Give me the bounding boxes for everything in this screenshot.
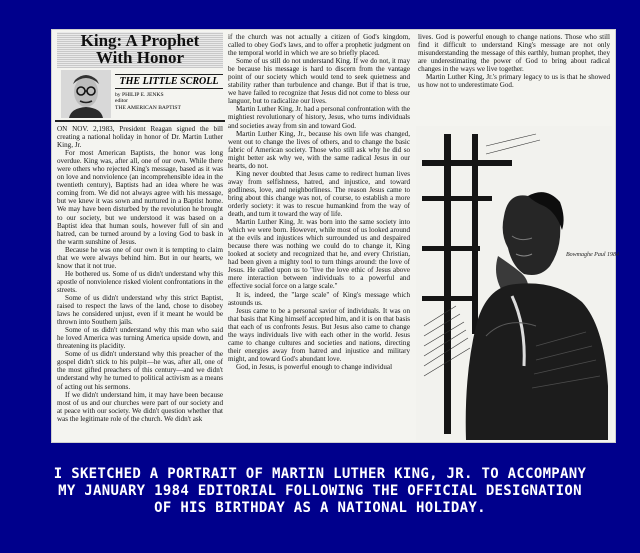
paragraph: King never doubted that Jesus came to redirect human lives away from selfishness, hatred, and injustice, and toward godliness, love, and neighborliness. The reason Jesus came to bring about this change was not, of course, to establish a more orderly society: it was to rescue humankind from the way of death, and turn it toward the way of life. (228, 169, 410, 219)
paragraph: Martin Luther King, Jr. was born into the same society into which we were born. However, while most of us looked around at the evils and injustices which surrounded us and despaired because there was nothing we could do to change it, King looked at society and recognized that he, and every Christian, had been given a mighty tool to turn things around: the love of Jesus. He called upon us to "live the love ethic of Jesus above mere interaction between individuals to a powerful and effective social force on a large scale." (228, 218, 410, 291)
article-column-1 (57, 125, 223, 423)
paragraph: It is, indeed, the "large scale" of King's message which astounds us. (228, 290, 410, 307)
article-column-3 (418, 33, 610, 89)
mlk-portrait-drawing (416, 126, 619, 440)
paragraph: For most American Baptists, the honor was long overdue. King was, after all, one of our own. While there were others who rejected King's message, based as it was on love and nonviolence (an incomprehensible idea in the twentieth century), Baptists had an idea where he was coming from. We did not always agree with his message, but we knew it was sown and nurtured in a Baptist home. We may have been disturbed by the revolution he brought to our society, but we understood it was based on a Baptist idea that human souls, however full of sin and hatred, can be turned around by a loving God to bask in the warm sunshine of Jesus. (57, 149, 223, 246)
paragraph: Some of us didn't understand why this strict Baptist, raised to respect the laws of the land, chose to disobey laws he considered unjust, even if it meant he would be thrown into Southern jails. (57, 293, 223, 327)
column-title: THE LITTLE SCROLL (115, 74, 223, 89)
byline-role: editor (115, 98, 129, 105)
caption-line-1: I SKETCHED A PORTRAIT OF MARTIN LUTHER KING, JR. TO ACCOMPANY (53, 466, 587, 482)
caption (0, 466, 640, 517)
article-column-2 (228, 33, 410, 371)
paragraph: lives. God is powerful enough to change nations. Those who still find it difficult to understand King's message are not only misunderstanding the message of this earthly, human prophet, they are underestimating the power of God to bring about radical changes in the ways we live together. (418, 33, 610, 74)
paragraph: Because he was one of our own it is tempting to claim that we were always behind him. But in our hearts, we know that it not true. (57, 245, 223, 270)
newspaper-clipping (52, 30, 619, 442)
paragraph: Some of us still do not understand King. If we do not, it may be because his message is hard to discern from the vantage point of our society which would tend to seek quietness and stability rather than turbulence and change. But if that is true, we have failed to recognize that Jesus did not come to bless our languor, but to radicalize our lives. (228, 57, 410, 106)
paragraph: God, in Jesus, is powerful enough to change individual (236, 362, 393, 371)
paragraph: If we didn't understand him, it may have been because most of us and our churches were part of our society and at peace with our society. We didn't question whether that was the legitimate role of the church. We didn't ask (57, 390, 223, 423)
paragraph: Some of us didn't understand why this preacher of the gospel didn't stick to his pulpit—he was, after all, one of the most gifted preachers of this century—and we didn't understand why he turned to political activism as a means of acting out his sermons. (57, 350, 223, 391)
byline (115, 92, 223, 111)
paragraph: He bothered us. Some of us didn't understand why this apostle of nonviolence risked violent confrontations in the streets. (57, 269, 223, 294)
author-photo (61, 70, 111, 118)
headline-line-1: King: A Prophet (80, 31, 200, 50)
headline (57, 32, 223, 68)
paragraph: Martin Luther King, Jr., because his own life was changed, went out to change the lives of others, and to change the basic fabric of American society. Those who still ask why he did so might better ask why we, with the same radical Jesus in our hearts, do not. (228, 129, 410, 170)
caption-line-2: MY JANUARY 1984 EDITORIAL FOLLOWING THE OFFICIAL DESIGNATION (58, 483, 582, 499)
headline-line-2: With Honor (95, 48, 184, 67)
caption-line-3: OF HIS BIRTHDAY AS A NATIONAL HOLIDAY. (154, 500, 486, 516)
paragraph: ON NOV. 2,1983, President Reagan signed the bill creating a national holiday in honor of Dr. Martin Luther King, Jr. (57, 125, 223, 150)
paragraph: Some of us didn't understand why this man who said he loved America was turning America upside down, and threatening its placidity. (57, 326, 223, 351)
byline-publication: THE AMERICAN BAPTIST (115, 104, 181, 111)
paragraph: Martin Luther King, Jr. had a personal confrontation with the mightiest revolutionary of history, Jesus, who turns individuals and societies away from sin and toward God. (228, 105, 410, 130)
article-header (55, 32, 225, 122)
paragraph: Martin Luther King, Jr.'s primary legacy to us is that he showed us how not to underestimate God. (418, 73, 610, 90)
paragraph: if the church was not actually a citizen of God's kingdom, called to obey God's laws, and to offer a prophetic judgment on the temporal world in which we are so briefly placed. (228, 33, 410, 58)
paragraph: Jesus came to be a personal savior of individuals. It was on that basis that King himself accepted him, and it is on that basis that each of us confronts Jesus. But Jesus also came to change the ways individuals live with each other in the world. Jesus came to change cultures and societies and nations, directing their energies away from hatred and injustice and military might, and toward God's abundant love. (228, 306, 410, 363)
byline-author: by PHILIP E. JENKS (115, 92, 164, 98)
drawing-signature: Bowmaghe Paul 1984 (566, 252, 619, 258)
